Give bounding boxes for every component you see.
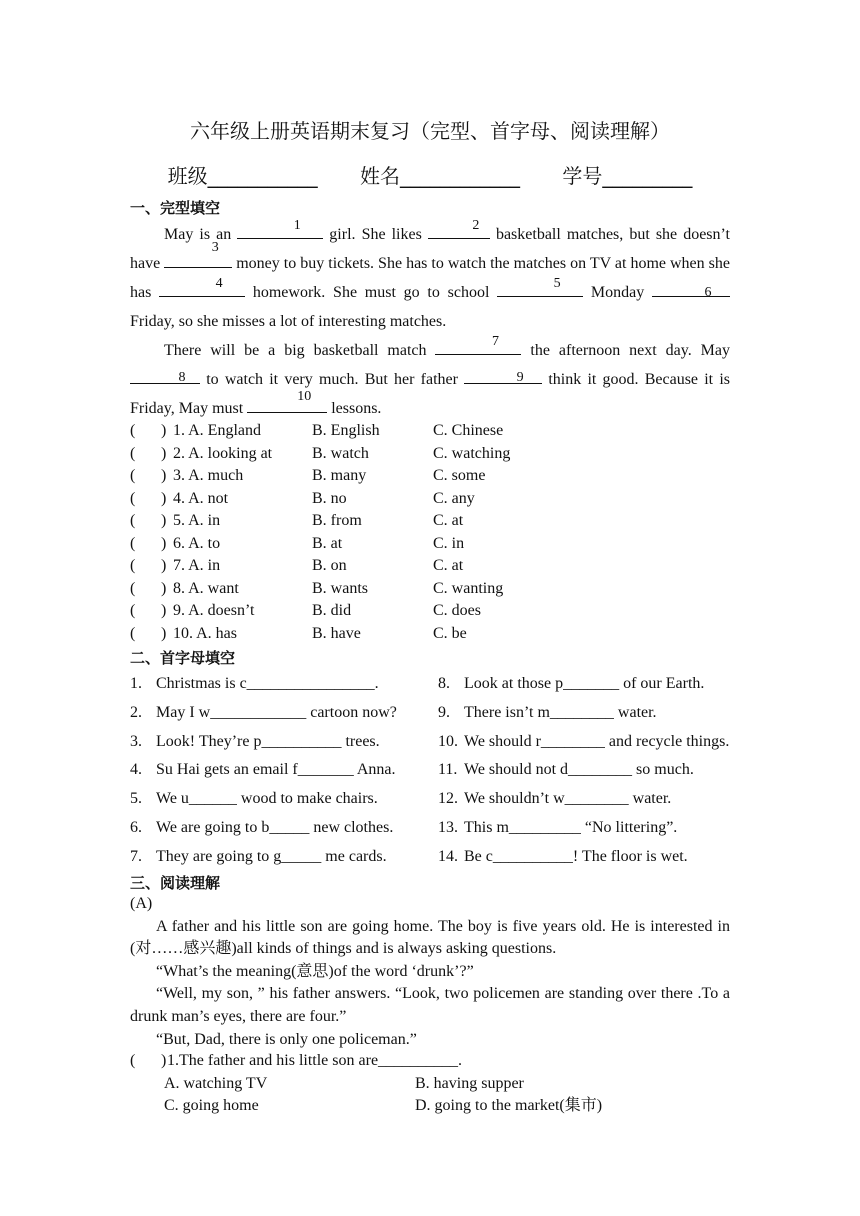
section-heading-cloze: 一、完型填空 [130,199,221,217]
passage-paragraph: “What’s the meaning(意思)of the word ‘drunk’?” [156,962,474,980]
cloze-blank: 4 [159,278,245,297]
passage-paragraph: “But, Dad, there is only one policeman.” [156,1030,417,1048]
cloze-options [130,420,750,645]
passage-paragraph: A father and his little son are going home. The boy is five years old. He is interested in (对……感兴趣)all kinds of things and is always asking questions. [130,917,730,958]
cloze-blank: 8 [130,365,200,384]
cloze-blank: 5 [497,278,583,297]
passage-label: (A) [130,895,153,912]
initial-letter-exercise [130,670,770,872]
class-field: 班级___________ [167,164,318,188]
exercise-row: 1. Christmas is c________________. 8. Look at those p_______ of our Earth. [130,675,705,692]
option-a: A. watching TV [164,1074,268,1092]
option-row: ( ) 7. A. in B. on C. at [130,557,464,574]
reading-passage [130,893,730,1051]
option-row: ( ) 9. A. doesn’t B. did C. does [130,602,481,619]
exercise-row: 4. Su Hai gets an email f_______ Anna. 11. We should not d________ so much. [130,761,694,779]
exercise-row: 6. We are going to b_____ new clothes. 13. This m_________ “No littering”. [130,818,678,836]
exercise-row: 3. Look! They’re p__________ trees. 10. We should r________ and recycle things. [130,732,730,750]
option-row: ( ) 3. A. much B. many C. some [130,467,486,484]
option-row: ( ) 10. A. has B. have C. be [130,624,467,642]
option-d: D. going to the market(集市) [415,1097,603,1114]
option-row: ( ) 1. A. England B. English C. Chinese [130,422,504,439]
cloze-passage [130,220,730,423]
option-row: ( ) 6. A. to B. at C. in [130,534,465,552]
exercise-row: 5. We u______ wood to make chairs. 12. We shouldn’t w________ water. [130,790,672,808]
student-info [0,160,860,189]
option-b: B. having supper [415,1074,524,1092]
option-row: ( ) 5. A. in B. from C. at [130,512,464,529]
page-title: 六年级上册英语期末复习（完型、首字母、阅读理解） [190,119,670,143]
cloze-paragraph-1: May is an 1 girl. She likes 2 basketball matches, but she doesn’t have 3 money to buy tickets. She has to watch the matches on TV at home when she has 4 homework. She must go to school 5 Monday 6 Friday, so she misses a lot of interesting matches. [130,218,731,330]
name-field: 姓名____________ [360,164,520,188]
question-stem: ( ) 1.The father and his little son are__________. [130,1052,463,1069]
cloze-blank: 7 [435,336,521,355]
cloze-blank: 3 [164,249,232,268]
option-c: C. going home [164,1097,259,1114]
exercise-row: 7. They are going to g_____ me cards. 14. Be c__________! The floor is wet. [130,847,688,865]
number-field: 学号_________ [562,164,693,188]
section-heading-initial-letter: 二、首字母填空 [130,649,236,667]
question-options-row [130,1095,750,1118]
question-options-row [130,1073,750,1096]
exercise-row: 2. May I w____________ cartoon now? 9. There isn’t m________ water. [130,703,657,721]
cloze-blank: 1 [237,220,323,239]
cloze-paragraph-2: There will be a big basketball match 7 the afternoon next day. May 8 to watch it very much. But her father 9 think it good. Because it is Friday, May must 10 lessons. [130,334,730,417]
cloze-blank: 6 [652,278,730,297]
cloze-blank: 9 [464,365,542,384]
option-row: ( ) 8. A. want B. wants C. wanting [130,579,504,597]
reading-question [130,1050,750,1118]
section-heading-reading: 三、阅读理解 [130,874,221,892]
option-row: ( ) 2. A. looking at B. watch C. watching [130,444,511,462]
cloze-blank: 2 [428,220,490,239]
option-row: ( ) 4. A. not B. no C. any [130,489,475,507]
passage-paragraph: “Well, my son, ” his father answers. “Look, two policemen are standing over there .To a drunk man’s eyes, there are four.” [130,985,730,1025]
cloze-blank: 10 [247,394,327,413]
